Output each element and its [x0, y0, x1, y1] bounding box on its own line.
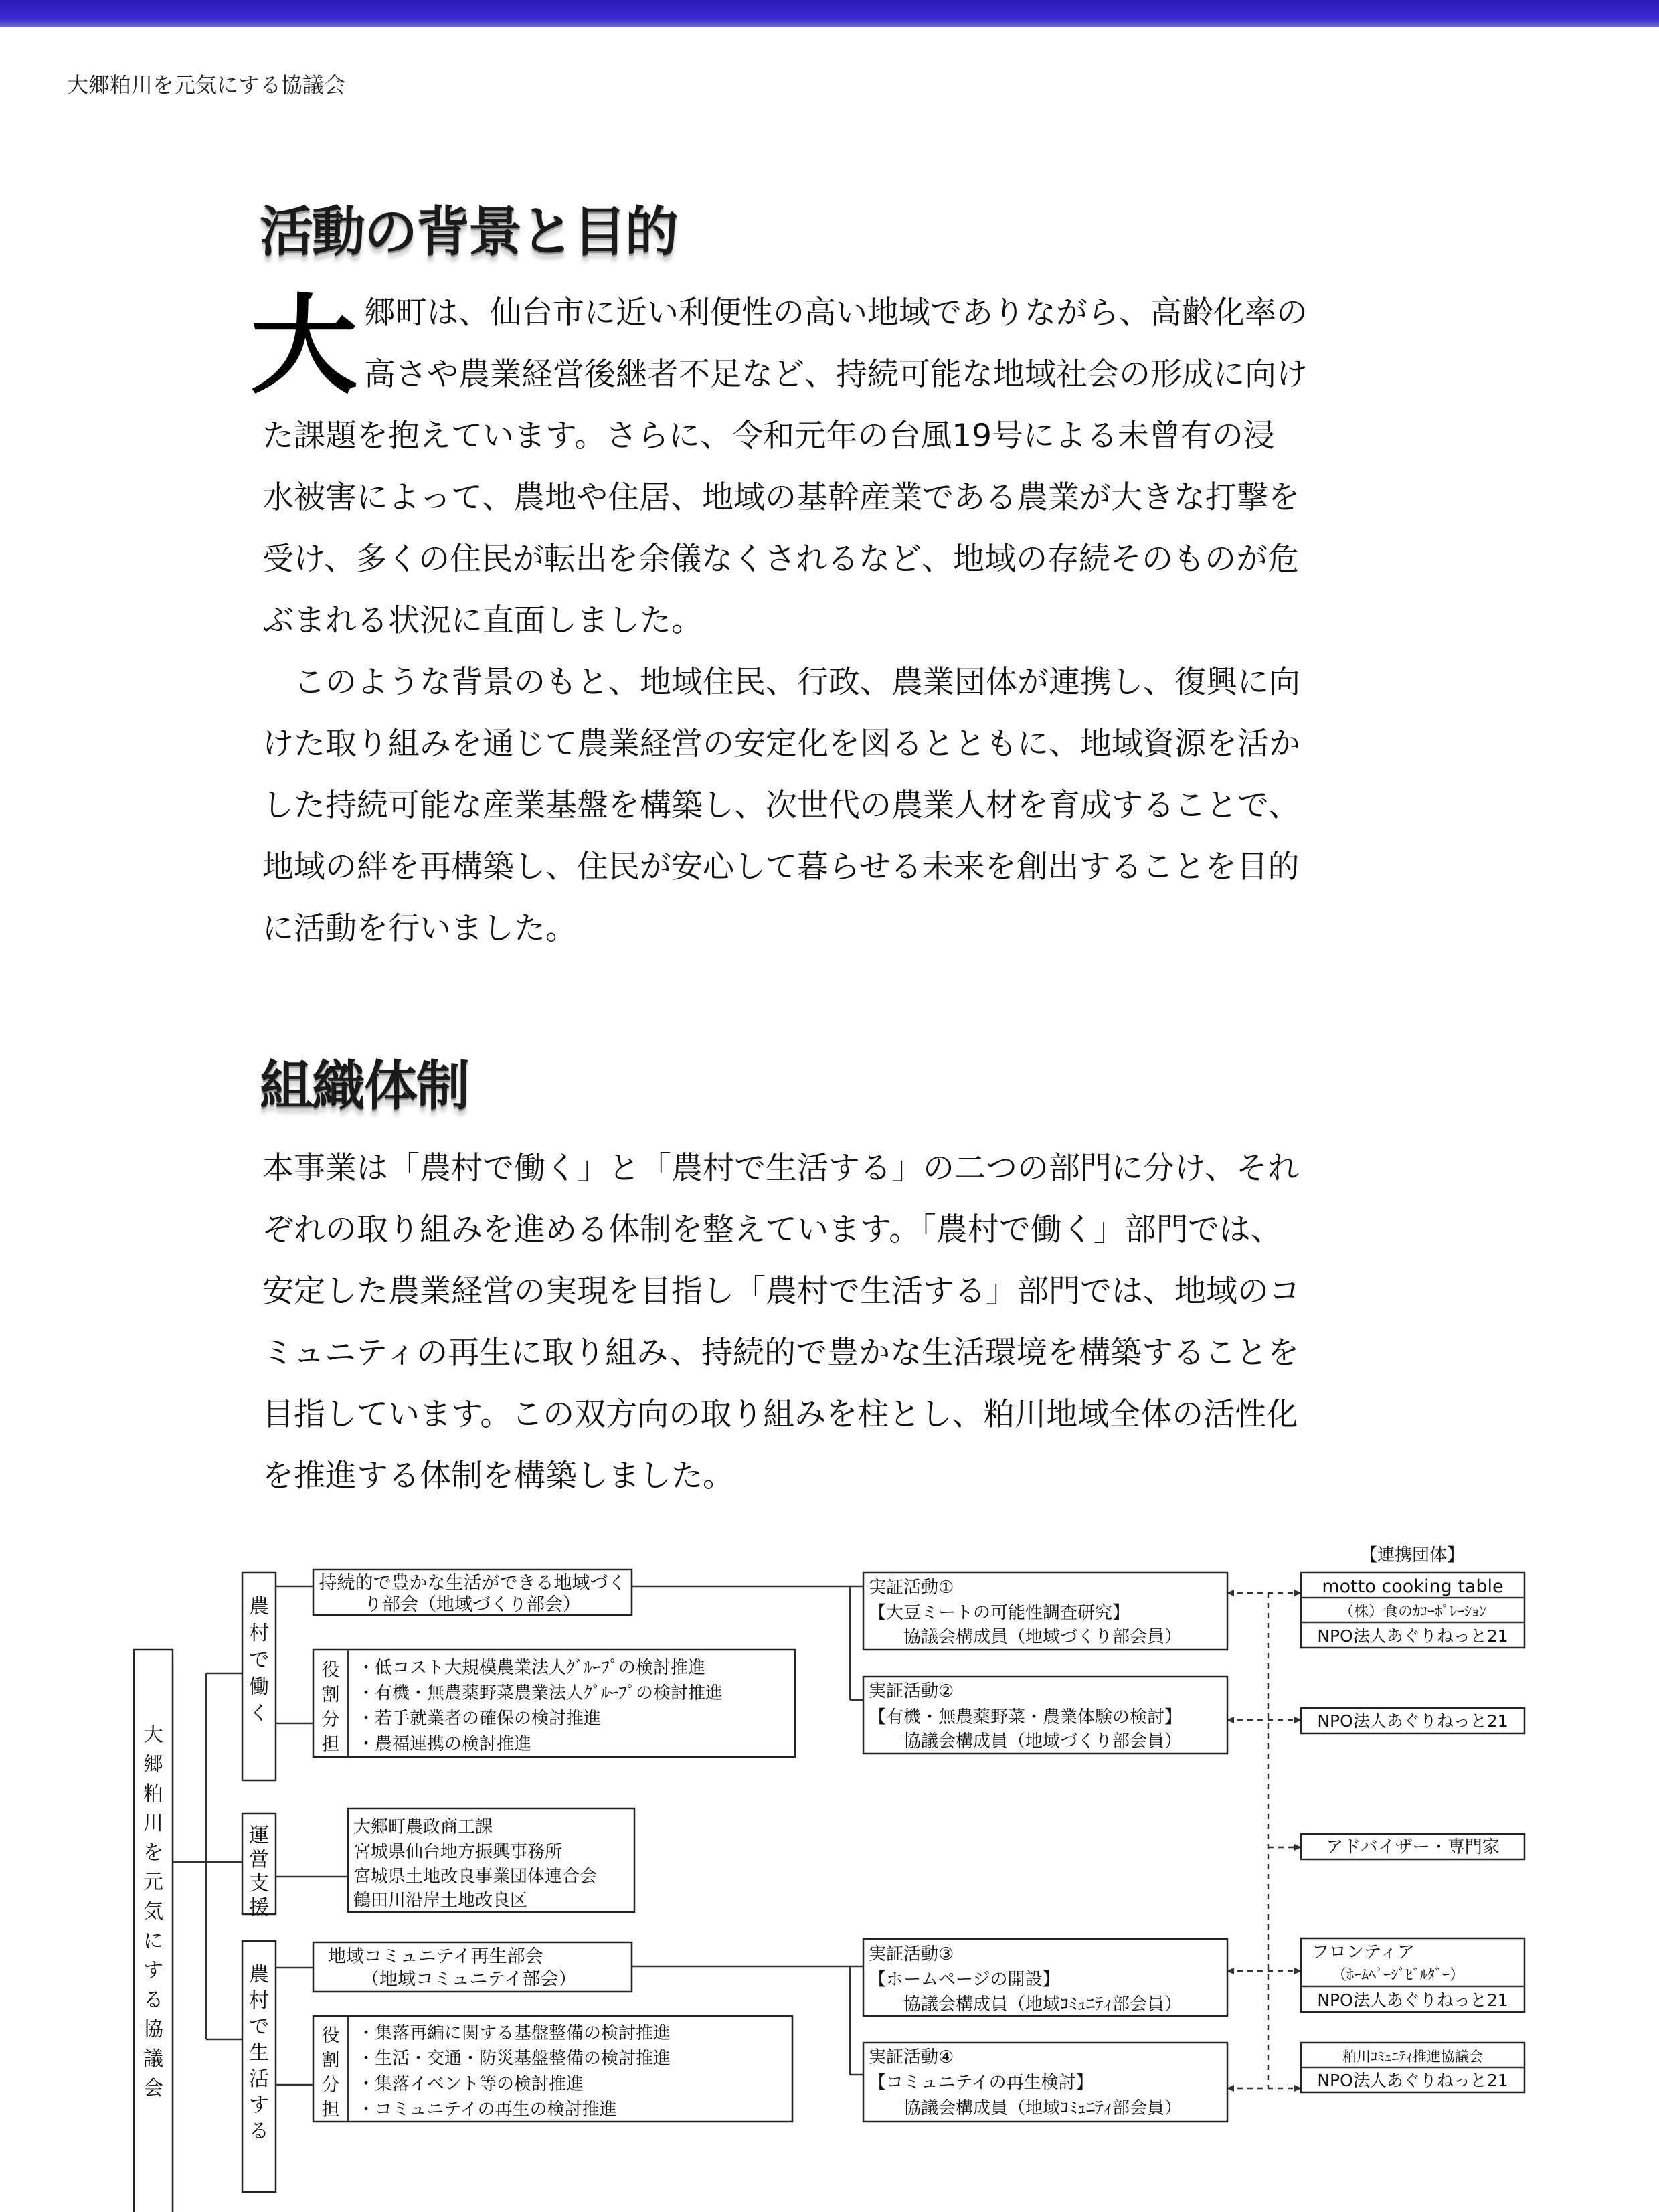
partner-name: NPO法人あぐりねっと21: [1317, 1711, 1508, 1731]
life-role-item: ・集落再編に関する基盤整備の検討推進: [357, 2023, 671, 2043]
paragraph-line: 安定した農業経営の実現を目指し「農村で生活する」部門では、地域のコ: [262, 1273, 1300, 1310]
life-subcommittee-line-2: （地域コミュニテイ部会）: [361, 1969, 577, 1990]
paragraph-line: 目指しています。この双方向の取り組みを柱とし、粕川地域全体の活性化: [262, 1396, 1298, 1433]
work-subcommittee-line-1: 持続的で豊かな生活ができる地域づく: [319, 1573, 626, 1594]
dept-label-life: 農村で生活する: [249, 1963, 269, 2143]
dept-label-work: 農村で働く: [249, 1595, 269, 1725]
activity-3-title: 実証活動③: [869, 1944, 954, 1964]
life-role-item: ・コミュニテイの再生の検討推進: [357, 2100, 617, 2120]
partner-group-4: [1301, 1938, 1524, 2012]
paragraph-line: 本事業は「農村で働く」と「農村で生活する」の二つの部門に分け、それ: [262, 1150, 1300, 1187]
work-role-label: 役割分担: [321, 1660, 340, 1755]
activity-1-title: 実証活動①: [869, 1578, 954, 1598]
partner-name: motto cooking table: [1322, 1576, 1504, 1597]
section-title-organization: 組織体制: [260, 1055, 468, 1117]
life-role-item: ・集落イベント等の検討推進: [357, 2074, 584, 2094]
activity-4-name: 【コミュニテイの再生検討】: [869, 2073, 1094, 2093]
org-chart-diagram: [0, 1519, 1659, 2212]
background-paragraph: [262, 282, 1393, 960]
activity-4-members: 協議会構成員（地域ｺﾐｭﾆﾃｨ部会員）: [903, 2098, 1183, 2118]
activity-4-title: 実証活動④: [869, 2047, 954, 2067]
organization-paragraph: [262, 1138, 1393, 1507]
activity-2-title: 実証活動②: [869, 1681, 954, 1701]
partners-heading: 【連携団体】: [1359, 1545, 1465, 1565]
partner-group-1: [1301, 1573, 1524, 1648]
work-role-item: ・若手就業者の確保の検討推進: [357, 1709, 602, 1729]
top-color-bar: [0, 0, 1659, 27]
life-role-label: 役割分担: [321, 2025, 340, 2120]
paragraph-line: た課題を抱えています。さらに、令和元年の台風19号による未曾有の浸: [262, 418, 1276, 454]
partner-group-2: [1301, 1708, 1524, 1733]
partner-name: （株）食のｶｺｰﾎﾟﾚｰｼｮﾝ: [1338, 1604, 1487, 1620]
root-label: 大郷粕川を元気にする協議会: [143, 1723, 163, 2100]
paragraph-line: ミュニティの再生に取り組み、持続的で豊かな生活環境を構築することを: [262, 1335, 1300, 1371]
support-member: 大郷町農政商工課: [353, 1817, 493, 1837]
paragraph-line: を推進する体制を構築しました。: [262, 1458, 734, 1495]
partner-group-5: [1301, 2043, 1524, 2092]
support-member: 宮城県土地改良事業団体連合会: [353, 1867, 598, 1887]
paragraph-line: 高さや農業経営後継者不足など、持続可能な地域社会の形成に向け: [364, 356, 1308, 393]
activity-3-members: 協議会構成員（地域ｺﾐｭﾆﾃｨ部会員）: [903, 1994, 1183, 2015]
paragraph-line: このような背景のもと、地域住民、行政、農業団体が連携し、復興に向: [262, 664, 1300, 701]
paragraph-line: した持続可能な産業基盤を構築し、次世代の農業人材を育成することで、: [262, 787, 1300, 824]
partner-name: （ﾎｰﾑﾍﾟｰｼﾞﾋﾞﾙﾀﾞｰ）: [1332, 1967, 1465, 1984]
paragraph-line: 受け、多くの住民が転出を余儀なくされるなど、地域の存続そのものが危: [262, 541, 1300, 578]
partner-name: NPO法人あぐりねっと21: [1317, 2071, 1508, 2090]
paragraph-line: 地域の絆を再構築し、住民が安心して暮らせる未来を創出することを目的: [262, 849, 1300, 885]
partner-name: 粕川ｺﾐｭﾆﾃｨ推進協議会: [1342, 2049, 1483, 2065]
life-role-item: ・生活・交通・防災基盤整備の検討推進: [357, 2049, 671, 2069]
paragraph-line: に活動を行いました。: [262, 910, 577, 947]
paragraph-line: 水被害によって、農地や住居、地域の基幹産業である農業が大きな打撃を: [262, 479, 1300, 516]
activity-2-name: 【有機・無農薬野菜・農業体験の検討】: [869, 1707, 1183, 1727]
activity-2-members: 協議会構成員（地域づくり部会員）: [903, 1731, 1183, 1752]
work-role-item: ・低コスト大規模農業法人ｸﾞﾙｰﾌﾟの検討推進: [357, 1658, 706, 1678]
activity-1-members: 協議会構成員（地域づくり部会員）: [903, 1627, 1183, 1647]
partner-name: NPO法人あぐりねっと21: [1317, 1626, 1508, 1646]
work-role-item: ・有機・無農薬野菜農業法人ｸﾞﾙｰﾌﾟの検討推進: [357, 1683, 723, 1703]
support-member: 鶴田川沿岸土地改良区: [353, 1891, 528, 1911]
drop-cap: 大: [250, 283, 358, 408]
partner-name: アドバイザー・専門家: [1326, 1837, 1500, 1857]
paragraph-line: ぶまれる状況に直面しました。: [262, 602, 703, 639]
paragraph-line: ぞれの取り組みを進める体制を整えています。「農村で働く」部門では、: [262, 1211, 1282, 1248]
dept-label-support: 運営支援: [249, 1824, 269, 1920]
paragraph-line: 郷町は、仙台市に近い利便性の高い地域でありながら、高齢化率の: [364, 294, 1308, 331]
header-org-name: 大郷粕川を元気にする協議会: [67, 72, 346, 98]
partner-name: フロンティア: [1312, 1942, 1415, 1962]
activity-1-name: 【大豆ミートの可能性調査研究】: [869, 1603, 1130, 1623]
partner-name: NPO法人あぐりねっと21: [1317, 1990, 1508, 2010]
partner-group-3: [1301, 1834, 1524, 1859]
work-role-item: ・農福連携の検討推進: [357, 1734, 532, 1754]
paragraph-line: けた取り組みを通じて農業経営の安定化を図るとともに、地域資源を活か: [262, 726, 1300, 762]
activity-3-name: 【ホームページの開設】: [869, 1970, 1060, 1990]
work-subcommittee-line-2: り部会（地域づくり部会）: [364, 1594, 581, 1615]
section-title-background: 活動の背景と目的: [260, 201, 677, 263]
support-member: 宮城県仙台地方振興事務所: [353, 1842, 563, 1862]
life-subcommittee-line-1: 地域コミュニテイ再生部会: [328, 1946, 543, 1967]
